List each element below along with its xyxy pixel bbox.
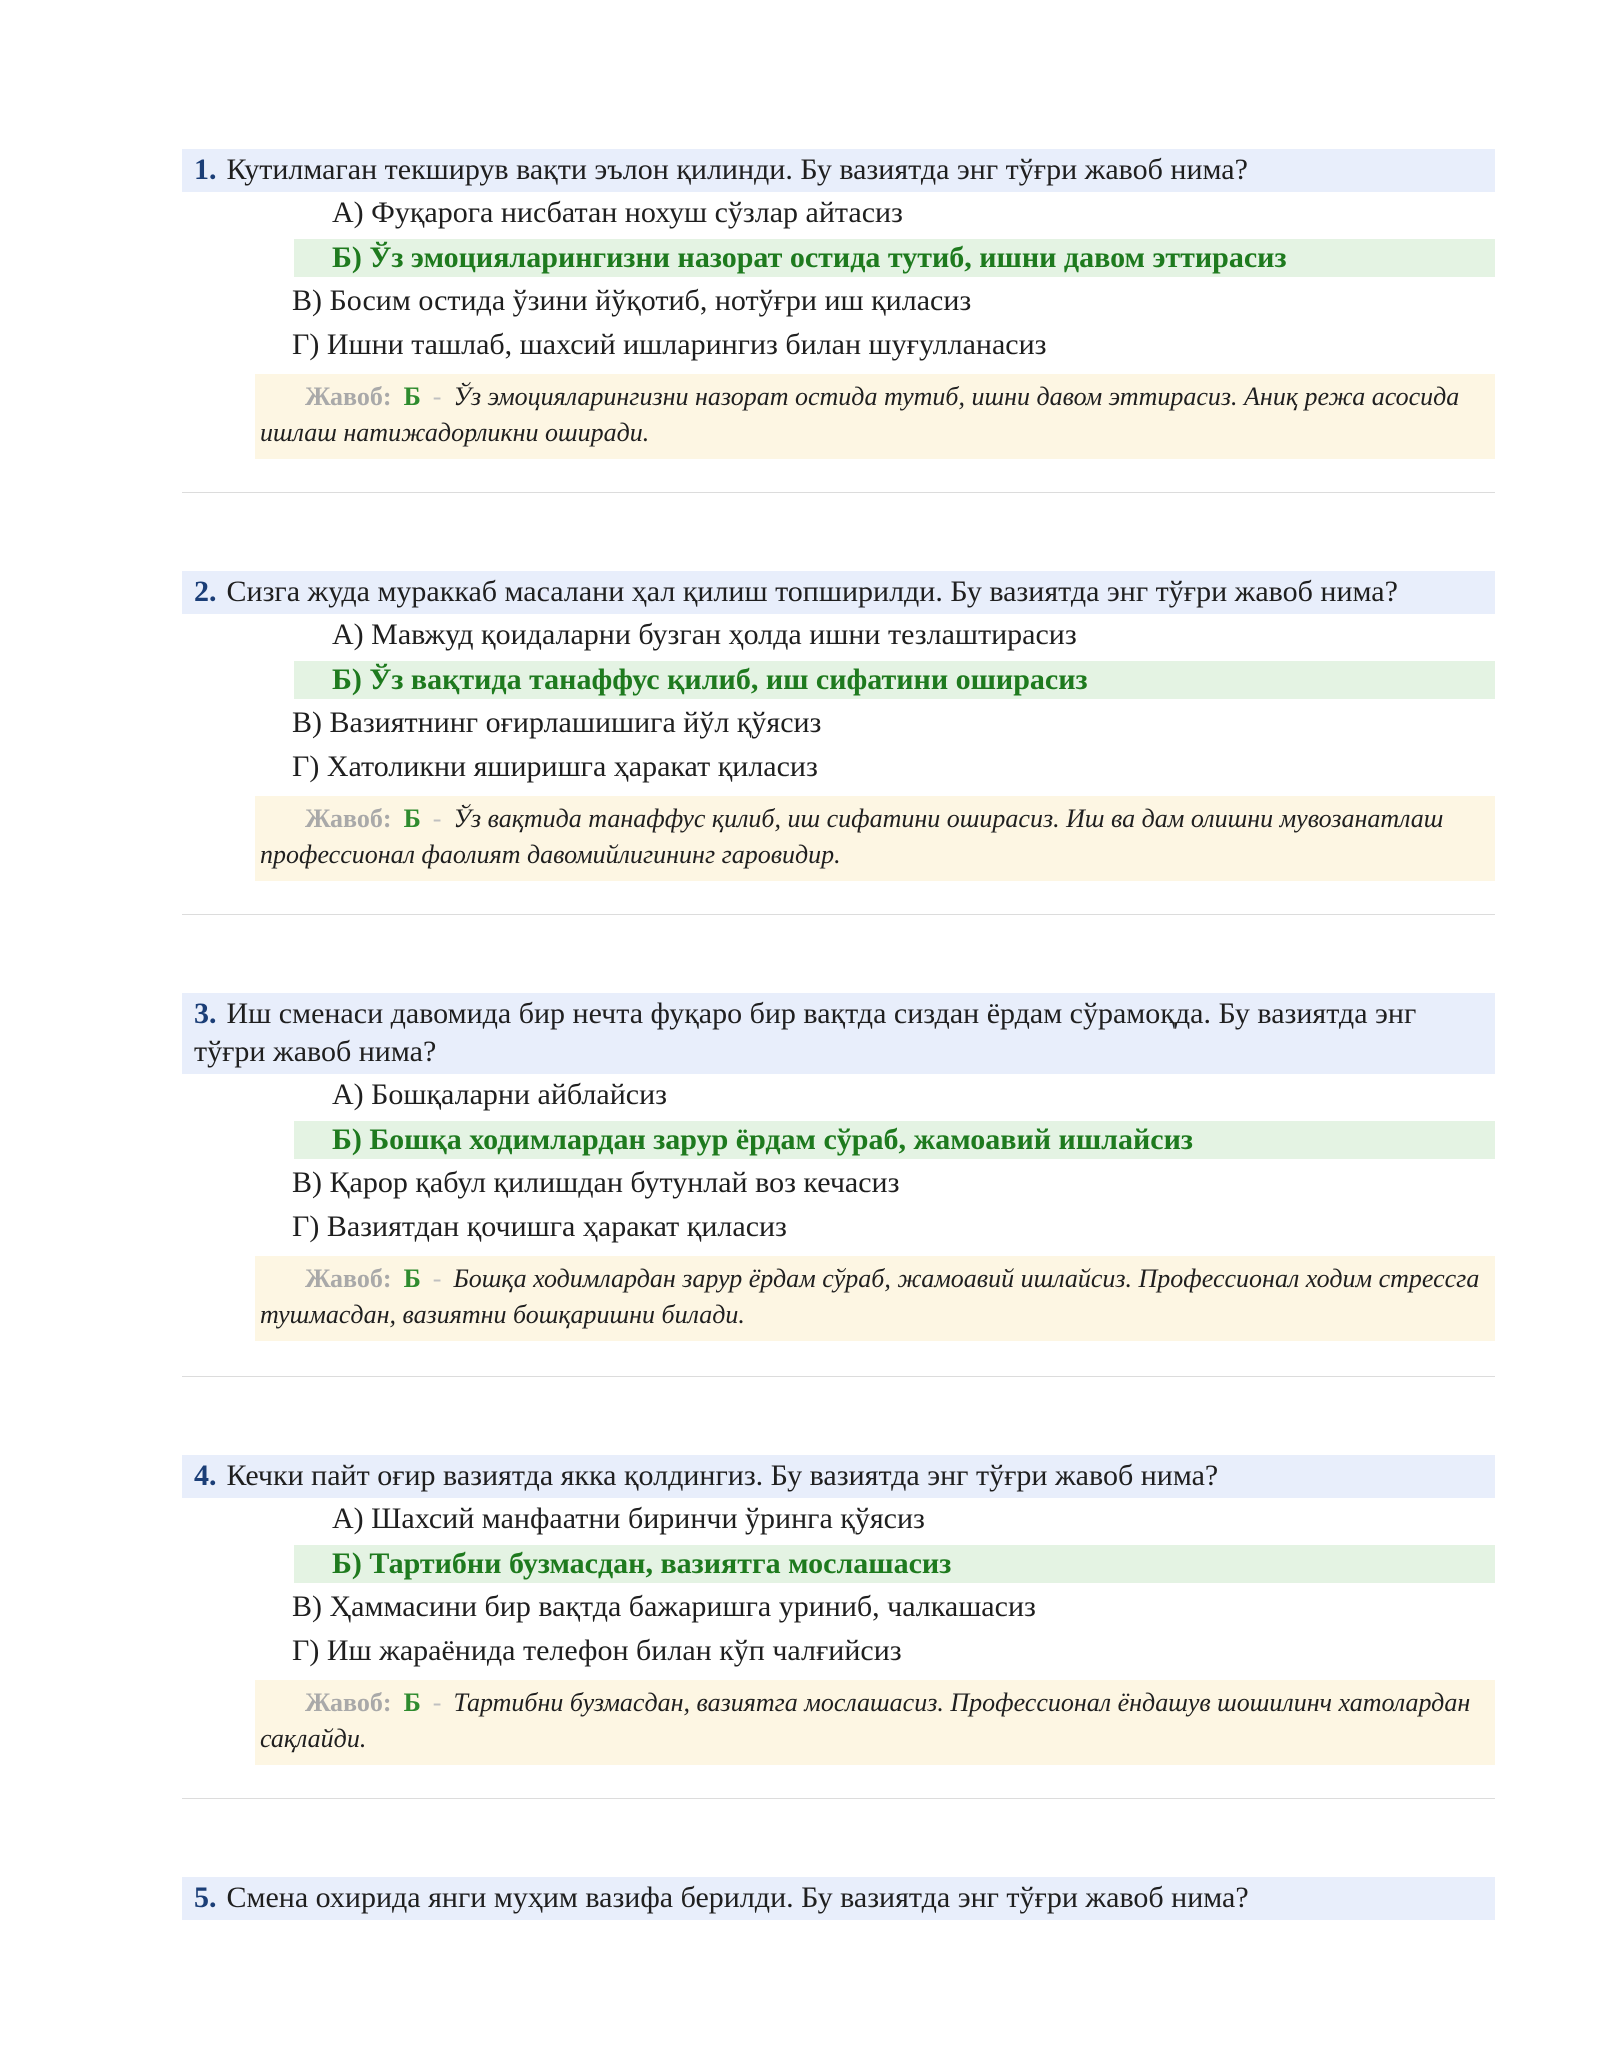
question-text: Иш сменаси давомида бир нечта фуқаро бир вақтда сиздан ёрдам сўрамоқда. Бу вазиятда энг тўғри жавоб нима?: [194, 997, 1417, 1068]
answer-letter: Б: [403, 382, 421, 411]
question-number: 5.: [194, 1881, 217, 1914]
question-text: Сизга жуда мураккаб масалани ҳал қилиш топширилди. Бу вазиятда энг тўғри жавоб нима?: [226, 575, 1398, 608]
question-header: [182, 1455, 1495, 1498]
answer-dash: -: [432, 1688, 442, 1717]
question-header: [182, 993, 1495, 1074]
option-a: А) Бошқаларни айблайсиз: [332, 1078, 667, 1111]
answer-explanation: Ўз вақтида танаффус қилиб, иш сифатини оширасиз. Иш ва дам олишни мувозанатлаш профессионал фаолият давомийлигининг гаровидир.: [260, 804, 1444, 869]
answer-dash: -: [432, 382, 442, 411]
question-1: [182, 149, 1495, 459]
question-text: Смена охирида янги муҳим вазифа берилди. Бу вазиятда энг тўғри жавоб нима?: [226, 1881, 1249, 1914]
answer-label: Жавоб:: [305, 1264, 392, 1293]
answer-block: [255, 1680, 1495, 1765]
answer-block: [255, 796, 1495, 881]
option-b-correct: Б) Бошқа ходимлардан зарур ёрдам сўраб, жамоавий ишлайсиз: [294, 1121, 1495, 1159]
question-number: 2.: [194, 575, 217, 608]
option-a: А) Шахсий манфаатни биринчи ўринга қўясиз: [332, 1502, 925, 1535]
answer-explanation: Бошқа ходимлардан зарур ёрдам сўраб, жамоавий ишлайсиз. Профессионал ходим стрессга тушмасдан, вазиятни бошқаришни билади.: [260, 1264, 1480, 1329]
option-d: Г) Хатоликни яширишга ҳаракат қиласиз: [292, 750, 818, 783]
answer-block: [255, 374, 1495, 459]
answer-letter: Б: [403, 1264, 421, 1293]
section-divider: [182, 914, 1495, 915]
answer-letter: Б: [403, 1688, 421, 1717]
question-header: [182, 1877, 1495, 1920]
option-a: А) Мавжуд қоидаларни бузган ҳолда ишни тезлаштирасиз: [332, 618, 1077, 651]
option-c: В) Вазиятнинг оғирлашишига йўл қўясиз: [292, 706, 822, 739]
answer-explanation: Тартибни бузмасдан, вазиятга мослашасиз. Профессионал ёндашув шошилинч хатолардан сақлайди.: [260, 1688, 1471, 1753]
answer-explanation: Ўз эмоцияларингизни назорат остида тутиб, ишни давом эттирасиз. Аниқ режа асосида ишлаш натижадорликни оширади.: [260, 382, 1460, 447]
answer-label: Жавоб:: [305, 382, 392, 411]
answer-letter: Б: [403, 804, 421, 833]
question-number: 4.: [194, 1459, 217, 1492]
answer-dash: -: [432, 804, 442, 833]
option-b-correct: Б) Ўз эмоцияларингизни назорат остида тутиб, ишни давом эттирасиз: [294, 239, 1495, 277]
question-number: 1.: [194, 153, 217, 186]
question-header: [182, 571, 1495, 614]
option-b-correct: Б) Тартибни бузмасдан, вазиятга мослашасиз: [294, 1545, 1495, 1583]
answer-label: Жавоб:: [305, 1688, 392, 1717]
option-c: В) Босим остида ўзини йўқотиб, нотўғри иш қиласиз: [292, 284, 972, 317]
question-2: [182, 571, 1495, 881]
option-a: А) Фуқарога нисбатан нохуш сўзлар айтасиз: [332, 196, 903, 229]
answer-block: [255, 1256, 1495, 1341]
section-divider: [182, 1376, 1495, 1377]
question-4: [182, 1455, 1495, 1765]
option-c: В) Қарор қабул қилишдан бутунлай воз кечасиз: [292, 1166, 900, 1199]
section-divider: [182, 1798, 1495, 1799]
question-text: Кутилмаган текширув вақти эълон қилинди. Бу вазиятда энг тўғри жавоб нима?: [226, 153, 1248, 186]
section-divider: [182, 492, 1495, 493]
option-b-correct: Б) Ўз вақтида танаффус қилиб, иш сифатини оширасиз: [294, 661, 1495, 699]
option-d: Г) Иш жараёнида телефон билан кўп чалғийсиз: [292, 1634, 902, 1667]
question-5: [182, 1877, 1495, 1920]
question-text: Кечки пайт оғир вазиятда якка қолдингиз. Бу вазиятда энг тўғри жавоб нима?: [226, 1459, 1219, 1492]
answer-label: Жавоб:: [305, 804, 392, 833]
option-d: Г) Ишни ташлаб, шахсий ишларингиз билан шуғулланасиз: [292, 328, 1047, 361]
question-3: [182, 993, 1495, 1341]
question-header: [182, 149, 1495, 192]
answer-dash: -: [432, 1264, 442, 1293]
question-number: 3.: [194, 997, 217, 1030]
option-c: В) Ҳаммасини бир вақтда бажаришга уриниб, чалкашасиз: [292, 1590, 1036, 1623]
option-d: Г) Вазиятдан қочишга ҳаракат қиласиз: [292, 1210, 787, 1243]
